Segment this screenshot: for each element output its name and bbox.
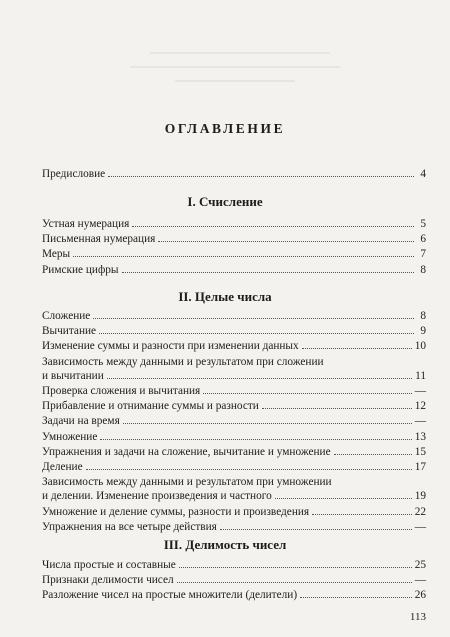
section-3-entries xyxy=(42,558,426,604)
section-heading-3: III. Делимость чисел xyxy=(163,537,287,552)
dot-leader xyxy=(122,263,414,273)
toc-entry[interactable] xyxy=(42,430,426,444)
toc-entry-page: 10 xyxy=(414,340,426,353)
toc-entry-page: 6 xyxy=(420,233,426,246)
toc-entry-label-continued: и вычитании xyxy=(42,369,104,382)
dot-leader xyxy=(123,414,412,424)
toc-entry-label: Умножение xyxy=(42,430,98,443)
toc-entry[interactable] xyxy=(42,520,426,534)
toc-entry[interactable] xyxy=(42,399,426,413)
toc-entry-page: 12 xyxy=(414,400,426,413)
dot-leader xyxy=(334,445,412,455)
toc-entry-label: Упражнения и задачи на сложение, вычитание и умножение xyxy=(42,445,331,458)
toc-entry-label: Деление xyxy=(42,461,83,474)
toc-entry-label: Зависимость между данными и результатом при умножении xyxy=(42,476,332,489)
dot-leader xyxy=(262,399,412,409)
toc-entry-label: Прибавление и отнимание суммы и разности xyxy=(42,400,259,413)
dot-leader xyxy=(158,232,414,242)
toc-entry[interactable] xyxy=(42,263,426,277)
toc-entry-page: — xyxy=(414,520,426,533)
toc-entry-page: 8 xyxy=(420,263,426,276)
toc-entry-label: Письменная нумерация xyxy=(42,233,156,246)
toc-entry[interactable] xyxy=(42,588,426,602)
toc-entry[interactable] xyxy=(42,324,426,338)
dot-leader xyxy=(220,520,412,530)
dot-leader xyxy=(132,217,414,227)
toc-entry-label: Проверка сложения и вычитания xyxy=(42,385,201,398)
toc-entry[interactable] xyxy=(42,505,426,519)
toc-entry-page: 15 xyxy=(414,445,426,458)
preface-entry-block xyxy=(42,167,426,182)
dot-leader xyxy=(107,369,412,379)
toc-entry[interactable] xyxy=(42,445,426,459)
toc-entry-page: 5 xyxy=(420,218,426,230)
dot-leader xyxy=(300,588,412,598)
toc-entry-label-continued: и делении. Изменение произведения и частного xyxy=(42,490,272,503)
toc-entry[interactable] xyxy=(42,339,426,353)
toc-entry-page: 8 xyxy=(420,310,426,322)
toc-entry[interactable] xyxy=(42,232,426,246)
toc-entry[interactable] xyxy=(42,460,426,474)
toc-entry-label: Зависимость между данными и результатом при сложении xyxy=(42,355,324,368)
toc-entry-label: Предисловие xyxy=(42,168,106,180)
dot-leader xyxy=(73,247,414,257)
bleed-through-line xyxy=(150,52,330,54)
dot-leader xyxy=(86,460,412,470)
dot-leader xyxy=(100,430,411,440)
toc-entry[interactable] xyxy=(42,414,426,428)
toc-entry-continuation xyxy=(42,369,426,383)
toc-entry-preface[interactable] xyxy=(42,167,426,181)
toc-entry-label: Умножение и деление суммы, разности и произведения xyxy=(42,505,310,518)
section-heading-2: II. Целые числа xyxy=(178,289,272,304)
toc-entry-label: Сложение xyxy=(42,310,91,322)
toc-entry[interactable] xyxy=(42,247,426,261)
section-heading-1: I. Счисление xyxy=(187,194,263,209)
toc-entry-page: — xyxy=(414,574,426,587)
toc-entry[interactable] xyxy=(42,475,426,503)
dot-leader xyxy=(99,324,414,334)
toc-title: ОГЛАВЛЕНИЕ xyxy=(164,121,286,136)
toc-entry-label: Признаки делимости чисел xyxy=(42,574,174,587)
dot-leader xyxy=(108,167,414,177)
toc-entry-label: Вычитание xyxy=(42,325,97,338)
toc-entry[interactable] xyxy=(42,573,426,587)
toc-entry[interactable] xyxy=(42,384,426,398)
toc-entry-continuation xyxy=(42,489,426,503)
toc-entry-page: 25 xyxy=(414,559,426,571)
toc-entry-page: 19 xyxy=(414,490,426,503)
dot-leader xyxy=(177,573,412,583)
toc-entry-page: 11 xyxy=(415,369,426,382)
toc-entry-label: Устная нумерация xyxy=(42,218,130,230)
dot-leader xyxy=(93,309,414,319)
toc-entry-page: 13 xyxy=(414,430,426,443)
toc-entry-label: Римские цифры xyxy=(42,263,119,276)
toc-entry-label: Числа простые и составные xyxy=(42,559,176,571)
dot-leader xyxy=(179,558,412,568)
toc-entry[interactable] xyxy=(42,217,426,231)
bleed-through-line xyxy=(130,66,340,68)
page-number: 113 xyxy=(409,611,426,623)
dot-leader xyxy=(275,489,412,499)
toc-entry-page: — xyxy=(414,385,426,398)
toc-entry[interactable] xyxy=(42,355,426,383)
section-1-entries xyxy=(42,217,426,278)
toc-entry-page: 26 xyxy=(414,589,426,602)
toc-entry-page: 9 xyxy=(420,325,426,338)
section-2-entries xyxy=(42,309,426,535)
toc-entry-page: 22 xyxy=(414,505,426,518)
toc-entry[interactable] xyxy=(42,309,426,323)
toc-entry-page: 17 xyxy=(414,461,426,474)
toc-entry-label: Задачи на время xyxy=(42,415,120,428)
toc-entry-label: Упражнения на все четыре действия xyxy=(42,520,217,533)
dot-leader xyxy=(302,339,412,349)
dot-leader xyxy=(203,384,411,394)
toc-entry-page: 7 xyxy=(420,248,426,261)
toc-entry-label: Меры xyxy=(42,248,71,261)
toc-entry-label: Разложение чисел на простые множители (делители) xyxy=(42,589,298,602)
bleed-through-line xyxy=(175,80,295,82)
toc-entry[interactable] xyxy=(42,558,426,572)
dot-leader xyxy=(312,505,412,515)
toc-entry-label: Изменение суммы и разности при изменении данных xyxy=(42,340,299,353)
toc-entry-page: — xyxy=(414,415,426,428)
toc-entry-page: 4 xyxy=(420,168,426,180)
